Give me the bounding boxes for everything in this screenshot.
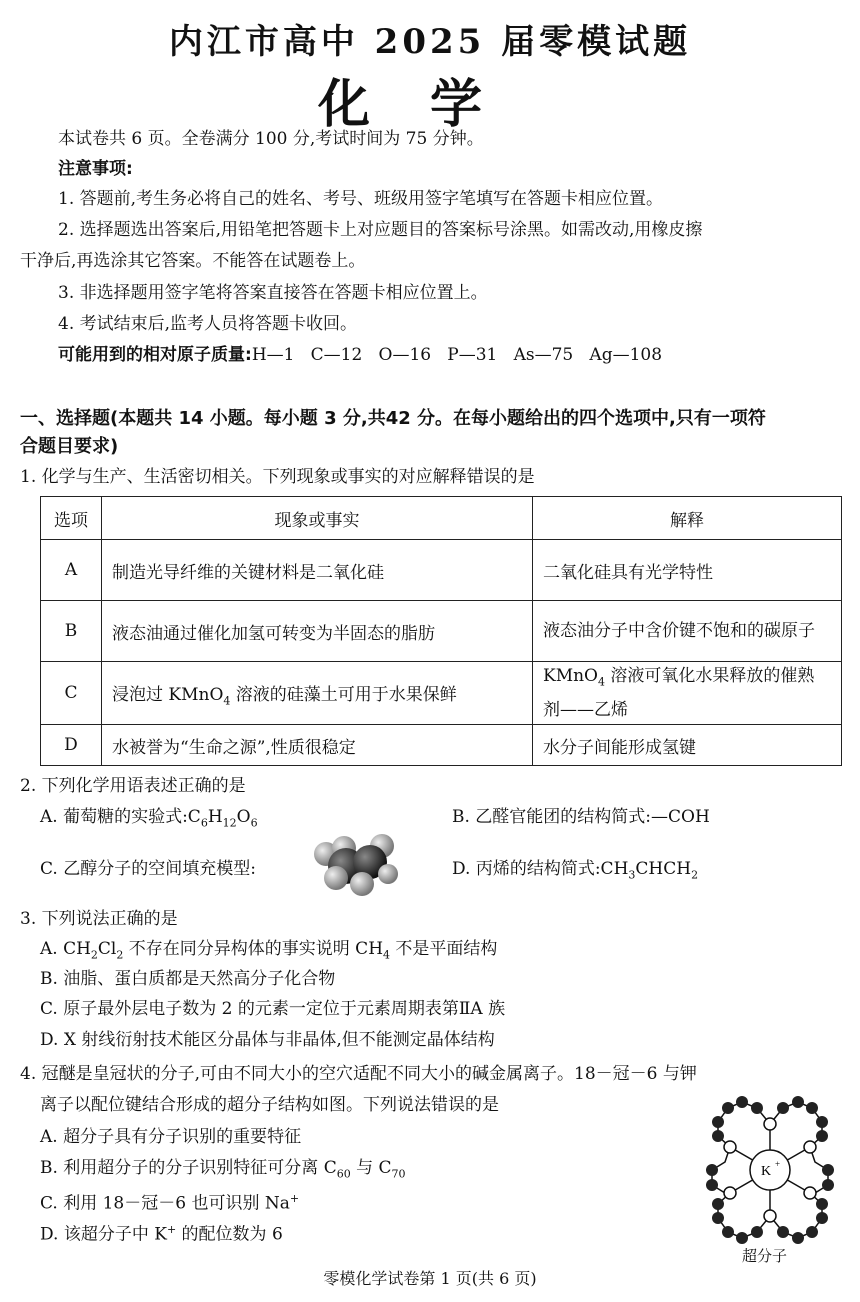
supramolecule-figure — [690, 1090, 850, 1250]
table-row — [41, 540, 842, 601]
intro-line: 本试卷共 6 页。全卷满分 100 分,考试时间为 75 分钟。 — [58, 129, 484, 149]
fact-text: 浸泡过 KMnO — [112, 684, 224, 705]
q4-option-d: D. 该超分子中 K+ 的配位数为 6 — [40, 1223, 283, 1245]
q3-option-b: B. 油脂、蛋白质都是天然高分子化合物 — [40, 969, 336, 989]
row-explanation: 液态油分子中含价键不饱和的碳原子 — [533, 601, 842, 662]
ethanol-space-filling-model-icon — [310, 832, 402, 898]
row-explanation: 水分子间能形成氢键 — [533, 725, 842, 766]
q3-option-a: A. $CH_2Cl_2$ 不存在同分异构体的事实说明 $CH_4$ 不是平面结构 — [40, 939, 498, 962]
q3-stem: 3. 下列说法正确的是 — [20, 909, 178, 929]
atomic-mass-values: H—1 C—12 O—16 P—31 As—75 Ag—108 — [251, 345, 663, 365]
row-option: B — [41, 601, 102, 662]
q2-option-d: D. 丙烯的结构简式$:CH_3CHCH_2$ — [452, 859, 699, 882]
q4-option-b: B. 利用超分子的分子识别特征可分离 $C_{60}$ 与 $C_{70}$ — [40, 1158, 406, 1181]
option-text: B. 利用超分子的分子识别特征可分离 C — [40, 1158, 337, 1178]
figure-caption: 超分子 — [742, 1247, 788, 1265]
option-text: 不存在同分异构体的事实说明 CH — [123, 939, 384, 959]
subscript: 4 — [598, 675, 605, 689]
exp-text: KMnO — [543, 666, 598, 686]
q4-stem-a: 4. 冠醚是皇冠状的分子,可由不同大小的空穴适配不同大小的碱金属离子。18－冠－6 与钾 — [20, 1064, 697, 1084]
atomic-mass-line — [58, 344, 662, 366]
row-option: A — [41, 540, 102, 601]
q4-stem-b: 离子以配位键结合形成的超分子结构如图。下列说法错误的是 — [40, 1095, 499, 1115]
exp-text: 溶液可氧化水果释放的催熟剂——乙烯 — [543, 666, 815, 721]
q2-option-b: B. 乙醛官能团的结构简式:—COH — [452, 807, 710, 827]
table-header-explanation: 解释 — [533, 497, 842, 540]
q2-option-c: C. 乙醇分子的空间填充模型: — [40, 859, 256, 879]
row-explanation — [533, 662, 842, 725]
table-row — [41, 725, 842, 766]
q3-option-c: C. 原子最外层电子数为 2 的元素一定位于元素周期表第ⅡA 族 — [40, 999, 506, 1019]
row-fact: 液态油通过催化加氢可转变为半固态的脂肪 — [102, 601, 533, 662]
table-header-fact: 现象或事实 — [102, 497, 533, 540]
notice-item-3: 3. 非选择题用签字笔将答案直接答在答题卡相应位置上。 — [58, 283, 488, 303]
notice-item-1: 1. 答题前,考生务必将自己的姓名、考号、班级用签字笔填写在答题卡相应位置。 — [58, 189, 664, 209]
notice-item-2b: 干净后,再选涂其它答案。不能答在试题卷上。 — [20, 251, 366, 271]
q1-stem: 1. 化学与生产、生活密切相关。下列现象或事实的对应解释错误的是 — [20, 467, 535, 487]
page-footer: 零模化学试卷第 1 页(共 6 页) — [323, 1269, 537, 1288]
row-option: D — [41, 725, 102, 766]
table-row — [41, 601, 842, 662]
notice-item-4: 4. 考试结束后,监考人员将答题卡收回。 — [58, 314, 358, 334]
row-option: C — [41, 662, 102, 725]
row-fact: 制造光导纤维的关键材料是二氧化硅 — [102, 540, 533, 601]
table-header-row — [41, 497, 842, 540]
option-text: A. CH — [40, 939, 91, 959]
q1-table — [40, 496, 842, 766]
option-text: D. 丙烯的结构简式:CH — [452, 859, 629, 879]
atomic-mass-label: 可能用到的相对原子质量: — [58, 345, 252, 365]
subject-title: 化学 — [317, 74, 542, 135]
subscript: 4 — [223, 693, 231, 707]
section-heading-b: 合题目要求) — [20, 436, 119, 457]
row-fact — [102, 662, 533, 725]
q4-option-c: C. 利用 18－冠－6 也可识别 Na+ — [40, 1192, 300, 1214]
q2-stem: 2. 下列化学用语表述正确的是 — [20, 776, 246, 796]
option-text: C. 利用 18－冠－6 也可识别 Na — [40, 1193, 290, 1214]
table-header-option: 选项 — [41, 497, 102, 540]
q4-option-a: A. 超分子具有分子识别的重要特征 — [40, 1127, 302, 1147]
section-heading-a: 一、选择题(本题共 14 小题。每小题 3 分,共42 分。在每小题给出的四个选项中,只有一项符 — [20, 408, 766, 429]
row-fact: 水被誉为“生命之源”,性质很稳定 — [102, 725, 533, 766]
svg-text:+: + — [775, 1159, 781, 1169]
option-text: D. 该超分子中 K — [40, 1224, 167, 1245]
exam-title: 内江市高中 2025 届零模试题 — [168, 22, 692, 62]
notice-title: 注意事项: — [58, 159, 133, 179]
table-row — [41, 662, 842, 725]
potassium-label: K — [761, 1164, 772, 1179]
row-explanation: 二氧化硅具有光学特性 — [533, 540, 842, 601]
option-text: 的配位数为 6 — [176, 1224, 283, 1245]
option-text: A. 葡萄糖的实验式:C — [40, 807, 201, 827]
fact-text: 溶液的硅藻土可用于水果保鲜 — [230, 684, 457, 705]
q3-option-d: D. X 射线衍射技术能区分晶体与非晶体,但不能测定晶体结构 — [40, 1030, 495, 1050]
notice-item-2a: 2. 选择题选出答案后,用铅笔把答题卡上对应题目的答案标号涂黑。如需改动,用橡皮擦 — [58, 220, 703, 240]
q2-option-a: A. 葡萄糖的实验式$:C_6H_{12}O_6$ — [40, 807, 258, 830]
option-text: 不是平面结构 — [390, 939, 498, 959]
option-text: 与 C — [356, 1158, 392, 1178]
